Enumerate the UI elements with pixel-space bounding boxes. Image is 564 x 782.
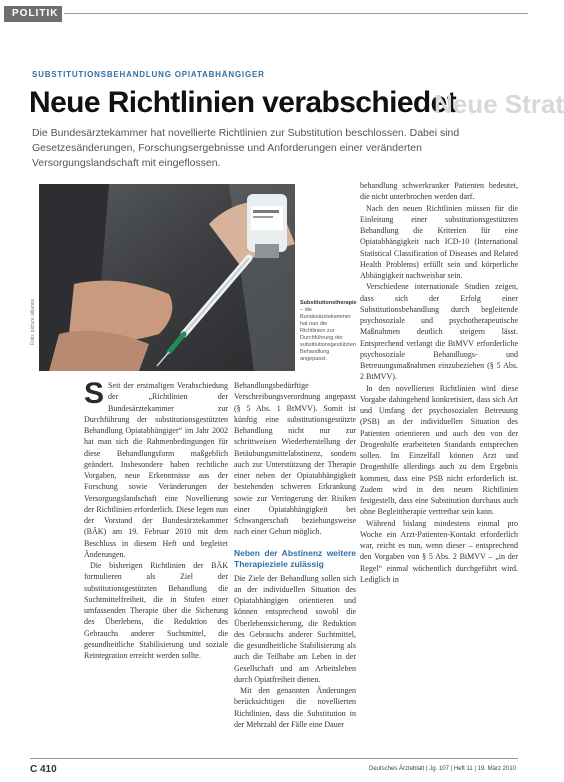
page-number: C 410 <box>30 764 57 775</box>
article-lead: Die Bundesärztekammer hat novellierte Richtlinien zur Substitution beschlossen. Dabei sind Gesetzesänderungen, Forschungsergebnisse und Anforderungen einer veränderten Versorgungslandschaft mit eingeflossen. <box>32 127 460 169</box>
article-kicker: SUBSTITUTIONSBEHANDLUNG OPIATABHÄNGIGER <box>32 70 265 79</box>
column-3 <box>360 180 518 585</box>
drop-cap: S <box>84 377 105 410</box>
caption-text: – die Bundesärztekammer hat nun die Richtlinien zur Durchführung der substitutionsgestützten Behandlung angepasst. <box>300 307 356 362</box>
article-photo <box>39 184 295 371</box>
syringe-vial-illustration <box>39 184 295 371</box>
section-label: POLITIK <box>4 6 62 22</box>
footer-rule <box>30 758 518 759</box>
column-1 <box>84 377 228 661</box>
photo-credit: Foto: picture alliance <box>30 298 36 345</box>
body-text: Seit der erstmaligen Verabschiedung der „Richtlinien der Bundesärztekammer zur Durchführung der substitutionsgestützten Behandlung Opiatabhängiger“ im Jahr 2002 hat man sich die Rahmenbedingungen für diese Behandlungsform maßgeblich geändert. Insbesondere haben rechtliche Vorgaben, neue Erkenntnisse aus der Forschung sowie Veränderungen der Versorgungslandschaft eine Novellierung der Richtlinien erforderlich. Diese legen nun der Vorstand der Bundesärztekammer (BÄK) am 19. Februar 2010 mit dem Beschluss in diesem Heft und begleitet Änderungen. <box>84 381 228 559</box>
top-band <box>0 0 538 26</box>
body-paragraph: Mit den genannten Änderungen berücksichtigen die novellierten Richtlinien, dass die Substitution in der Mehrzahl der Fälle eine Dauer <box>234 686 356 729</box>
body-paragraph: Die Ziele der Behandlung sollen sich an der individuellen Situation des Opiatabhängigen orientieren und können entsprechend sowohl die Überlebenssicherung, die Reduktion des Gebrauchs anderer Suchtmittel, die gesundheitliche Stabilisierung als auch die Teilhabe am Leben in der Gesellschaft und am Arbeitsleben durch Opiatfreiheit dienen. <box>234 573 356 684</box>
top-rule <box>64 13 528 14</box>
column-2 <box>234 380 356 730</box>
body-paragraph <box>84 377 228 560</box>
article-subhead: Neben der Abstinenz weitere Therapieziele zulässig <box>234 547 356 569</box>
body-paragraph: In den novellierten Richtlinien wird diese Vorgabe dahingehend konkretisiert, dass sich Art und Umfang der psychosozialen Betreuung (PSB) an der individuellen Situation des Patienten orientieren und auch den von der Drogenhilfe erarbeiteten Standards entsprechen sollen. Im Einzelfall können Arzt und Drogenhilfe allerdings auch zu dem Ergebnis kommen, dass eine PSB nicht erforderlich ist. Zudem wird in den neuen Richtlinien festgestellt, dass eine Substitution durchaus auch ohne Begleittherapie vertretbar sein kann. <box>360 383 518 517</box>
photo-caption <box>300 300 357 363</box>
body-paragraph: behandlung schwerkranker Patienten bedeutet, die nicht unterbrochen werden darf. <box>360 181 518 202</box>
body-paragraph: Nach den neuen Richtlinien müssen für die Einleitung einer substitutionsgestützten Behandlung die Kriterien für eine Opiatabhängigkeit nach ICD-10 (International Statistical Classification of Diseases and Related Health Problems) erfüllt sein und körperliche Abhängigkeit nachweisbar sein. <box>360 203 518 280</box>
show-through-heading: Neue Strat <box>434 89 564 119</box>
body-paragraph: Behandlungsbedürftige Verschreibungsverordnung angepasst (§ 5 Abs. 1 BtMVV). Somit ist künftig eine substitutionsgestützte Behandlung nicht nur zur schrittweisen Wiederherstellung der Betäubungsmittelabstinenz, sondern auch zur Unterstützung der Therapie einer neben der Opiatabhängigkeit bestehenden schweren Erkrankung sowie zur Verringerung der Risiken einer Opiatabhängigkeit bei Schwangerschaft beziehungsweise nach einer Geburt möglich. <box>234 381 356 537</box>
article-headline: Neue Richtlinien verabschiedet <box>29 86 457 119</box>
body-paragraph: Die bisherigen Richtlinien der BÄK formulieren als Ziel der substitutionsgestützten Behandlung die Suchtmittelfreiheit, die in Stufen einer umfassenden Therapie über die Sicherung des Überlebens, die Reduktion des Gebrauchs anderer Suchtmittel, die gesundheitliche Stabilisierung und soziale Reintegration erreicht werden sollte. <box>84 561 228 660</box>
body-paragraph: Verschiedene internationale Studien zeigen, dass sich der Erfolg einer Substitutionsbehandlung durch begleitende psychosoziale und psychotherapeutische Maßnahmen deutlich steigern lässt. Entsprechend verlangt die BtMVV erforderliche psychosoziale Behandlungs- und Betreuungsmaßnahmen einzubeziehen (§ 5 Abs. 2 BtMVV). <box>360 282 518 382</box>
body-paragraph: Während bislang mindestens einmal pro Woche ein Arzt-Patienten-Kontakt erforderlich war, reicht es nun, wenn dieser – entsprechend den Vorgaben von § 5 Abs. 2 BtMVV – „in der Regel“ einmal wöchentlich durchgeführt wird. Lediglich in <box>360 518 518 584</box>
caption-title: Substitutionstherapie <box>300 300 357 306</box>
page-footer <box>0 750 538 782</box>
journal-reference: Deutsches Ärzteblatt | Jg. 107 | Heft 11 | 19. März 2010 <box>369 766 516 772</box>
